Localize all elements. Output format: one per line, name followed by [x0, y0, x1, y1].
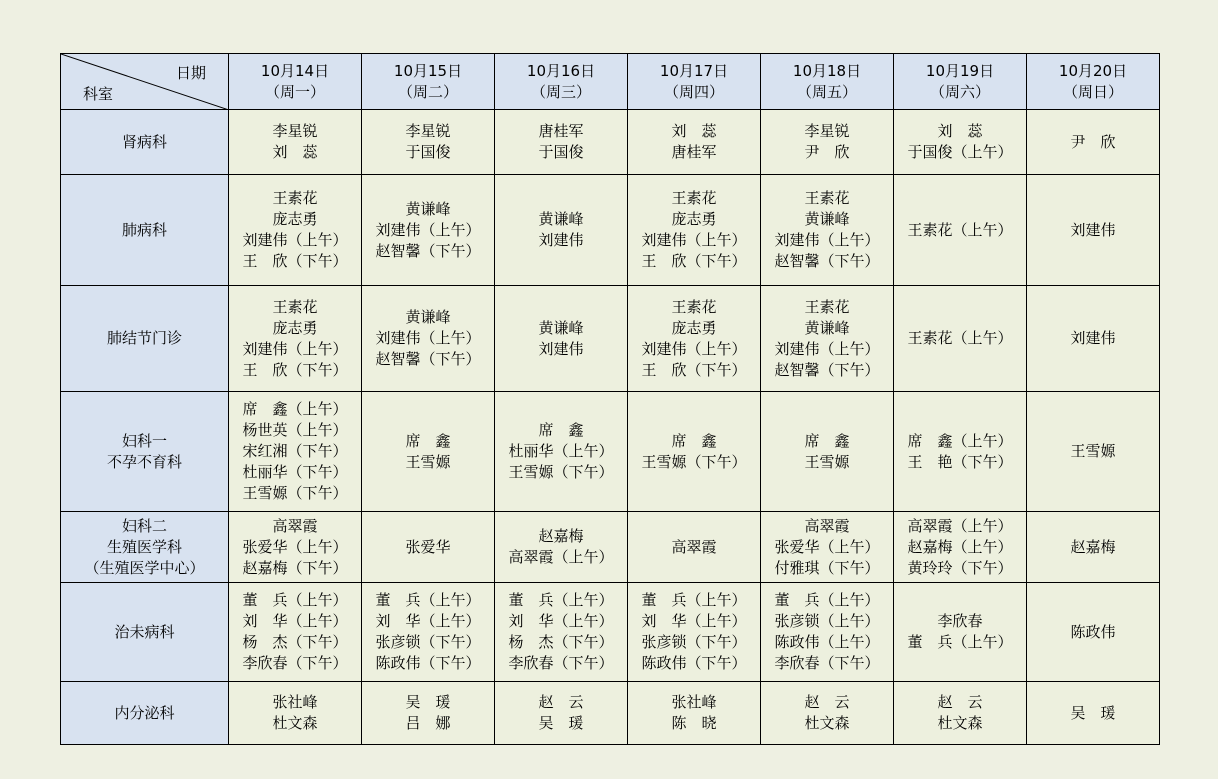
doctor-name: 张彦锁（上午） [774, 612, 880, 630]
dept-name: 肺结节门诊 [106, 329, 182, 347]
doctor-name: 刘建伟（上午） [774, 231, 880, 249]
day-header [628, 54, 761, 110]
doctor-cell [362, 110, 495, 175]
doctor-name: 赵嘉梅（上午） [907, 537, 1013, 556]
doctor-cell [761, 512, 894, 583]
doctor-name: 董 兵（上午） [641, 591, 747, 609]
day-weekday: （周日） [1062, 82, 1123, 101]
schedule-row [61, 286, 1160, 392]
doctor-name: 杨世英（上午） [242, 421, 348, 439]
dept-cell [61, 110, 229, 175]
doctor-name: 王素花 [671, 189, 717, 207]
doctor-cell [362, 175, 495, 286]
day-date: 10月18日 [792, 61, 862, 80]
doctor-name: 高翠霞 [272, 516, 318, 535]
doctor-name: 席 鑫 [804, 431, 850, 450]
day-date: 10月19日 [925, 61, 995, 80]
doctor-name: 黄谦峰 [538, 318, 584, 337]
doctor-name: 李星锐 [405, 122, 451, 140]
dept-name: 不孕不育科 [106, 452, 182, 471]
doctor-name: 吴 瑗 [538, 714, 584, 732]
doctor-cell [495, 682, 628, 745]
doctor-name: 董 兵（上午） [774, 591, 880, 609]
doctor-name: 杜文森 [937, 714, 983, 732]
schedule-row [61, 583, 1160, 682]
doctor-cell [761, 286, 894, 392]
doctor-name: 王 欣（下午） [242, 360, 348, 379]
doctor-name: 李欣春（下午） [774, 654, 880, 672]
day-weekday: （周三） [530, 82, 591, 101]
doctor-name: 李欣春 [937, 612, 983, 630]
doctor-cell [362, 286, 495, 392]
doctor-cell [628, 110, 761, 175]
doctor-name: 王素花（上午） [907, 220, 1013, 239]
doctor-name: 席 鑫 [538, 421, 584, 439]
doctor-name: 李星锐 [804, 122, 850, 140]
doctor-cell [761, 583, 894, 682]
doctor-name: 刘建伟（上午） [375, 329, 481, 347]
doctor-name: 杜文森 [804, 714, 850, 732]
doctor-name: 庞志勇 [671, 318, 717, 337]
doctor-cell [761, 682, 894, 745]
doctor-cell [229, 392, 362, 512]
doctor-name: 董 兵（上午） [375, 591, 481, 609]
doctor-name: 王 艳（下午） [907, 452, 1013, 471]
doctor-name: 王素花 [804, 297, 850, 316]
doctor-name: 于国俊 [405, 143, 451, 161]
doctor-name: 黄谦峰 [405, 308, 451, 326]
doctor-name: 唐桂军 [671, 143, 717, 161]
doctor-name: 王 欣（下午） [641, 252, 747, 270]
doctor-name: 杨 杰（下午） [508, 633, 614, 651]
doctor-name: 于国俊 [538, 143, 584, 161]
schedule-row [61, 175, 1160, 286]
header-row [61, 54, 1160, 110]
doctor-name: 王雪嫄 [1070, 442, 1116, 460]
doctor-name: 黄玲玲（下午） [907, 558, 1013, 577]
doctor-cell [495, 583, 628, 682]
doctor-name: 张社峰 [272, 693, 318, 711]
doctor-cell [628, 512, 761, 583]
doctor-name: 赵智馨（下午） [375, 241, 481, 260]
doctor-name: 高翠霞 [804, 516, 850, 535]
doctor-name: 张爱华（上午） [774, 537, 880, 556]
doctor-cell [495, 110, 628, 175]
dept-name: 妇科二 [121, 516, 167, 535]
day-header [894, 54, 1027, 110]
doctor-name: 刘 华（上午） [641, 612, 747, 630]
doctor-name: 董 兵（上午） [907, 633, 1013, 651]
doctor-cell [229, 682, 362, 745]
doctor-cell [495, 392, 628, 512]
doctor-cell [628, 583, 761, 682]
date-label: 日期 [175, 64, 206, 82]
doctor-name: 刘 华（上午） [242, 612, 348, 630]
day-date: 10月15日 [393, 61, 463, 80]
dept-cell [61, 512, 229, 583]
doctor-name: 高翠霞 [671, 537, 717, 556]
doctor-name: 黄谦峰 [804, 318, 850, 337]
corner-cell [61, 54, 229, 110]
dept-cell [61, 392, 229, 512]
doctor-name: 刘 蕊 [671, 122, 717, 140]
doctor-name: 吴 瑗 [1070, 703, 1116, 722]
doctor-name: 庞志勇 [272, 318, 318, 337]
doctor-name: 付雅琪（下午） [774, 558, 880, 577]
doctor-name: 李欣春（下午） [242, 654, 348, 672]
doctor-cell [894, 286, 1027, 392]
doctor-name: 刘 蕊 [272, 143, 318, 161]
schedule-row [61, 392, 1160, 512]
doctor-name: 赵 云 [804, 693, 850, 711]
doctor-name: 刘建伟 [1070, 220, 1116, 239]
doctor-cell [894, 175, 1027, 286]
doctor-name: 黄谦峰 [405, 199, 451, 218]
day-header [362, 54, 495, 110]
dept-cell [61, 286, 229, 392]
doctor-name: 刘建伟（上午） [375, 220, 481, 239]
doctor-cell [1027, 392, 1160, 512]
doctor-cell [229, 512, 362, 583]
doctor-name: 张彦锁（下午） [375, 633, 481, 651]
doctor-name: 董 兵（上午） [508, 591, 614, 609]
doctor-name: 王素花 [272, 297, 318, 316]
doctor-name: 刘建伟 [538, 339, 584, 358]
doctor-name: 高翠霞（上午） [907, 516, 1013, 535]
dept-cell [61, 175, 229, 286]
doctor-name: 王雪嫄 [405, 452, 451, 471]
doctor-name: 杜丽华（上午） [508, 442, 614, 460]
doctor-cell [761, 175, 894, 286]
doctor-name: 唐桂军 [538, 122, 584, 140]
doctor-name: 李欣春（下午） [508, 654, 614, 672]
doctor-name: 刘建伟（上午） [641, 231, 747, 249]
doctor-name: 陈政伟（下午） [375, 654, 481, 672]
doctor-name: 高翠霞（上午） [508, 548, 614, 566]
day-weekday: （周二） [397, 82, 458, 101]
doctor-cell [495, 512, 628, 583]
schedule-row [61, 110, 1160, 175]
doctor-name: 黄谦峰 [538, 210, 584, 228]
doctor-name: 黄谦峰 [804, 210, 850, 228]
day-weekday: （周四） [663, 82, 724, 101]
day-weekday: （周五） [796, 82, 857, 101]
doctor-name: 陈政伟（下午） [641, 654, 747, 672]
doctor-cell [894, 682, 1027, 745]
doctor-cell [628, 392, 761, 512]
doctor-name: 赵智馨（下午） [375, 350, 481, 368]
doctor-cell [229, 286, 362, 392]
dept-name: 肾病科 [121, 132, 167, 151]
doctor-name: 刘建伟 [538, 231, 584, 249]
doctor-name: 王素花（上午） [907, 329, 1013, 347]
doctor-name: 赵 云 [937, 693, 983, 711]
day-header [495, 54, 628, 110]
doctor-name: 庞志勇 [272, 210, 318, 228]
doctor-name: 尹 欣 [804, 143, 850, 161]
dept-name: 妇科一 [121, 431, 167, 450]
dept-label: 科室 [83, 85, 114, 103]
day-date: 10月16日 [526, 61, 596, 80]
doctor-name: 张爱华 [405, 537, 451, 556]
doctor-cell [362, 512, 495, 583]
doctor-cell [894, 583, 1027, 682]
day-date: 10月14日 [260, 61, 330, 80]
dept-name: 生殖医学科 [106, 537, 182, 556]
day-weekday: （周一） [264, 82, 325, 101]
doctor-cell [1027, 286, 1160, 392]
doctor-cell [1027, 175, 1160, 286]
dept-name: 内分泌科 [114, 703, 175, 722]
doctor-name: 王素花 [804, 189, 850, 207]
doctor-cell [894, 512, 1027, 583]
doctor-cell [628, 286, 761, 392]
day-weekday: （周六） [929, 82, 990, 101]
doctor-name: 赵 云 [538, 693, 584, 711]
doctor-cell [1027, 512, 1160, 583]
doctor-name: 刘建伟（上午） [641, 339, 747, 358]
doctor-name: 席 鑫 [671, 431, 717, 450]
doctor-name: 于国俊（上午） [907, 143, 1013, 161]
doctor-cell [628, 175, 761, 286]
doctor-cell [894, 110, 1027, 175]
doctor-cell [1027, 110, 1160, 175]
dept-cell [61, 583, 229, 682]
doctor-name: 陈政伟（上午） [774, 633, 880, 651]
doctor-cell [761, 392, 894, 512]
schedule-row [61, 512, 1160, 583]
doctor-name: 赵嘉梅 [1070, 537, 1116, 556]
day-date: 10月17日 [659, 61, 729, 80]
doctor-name: 尹 欣 [1070, 132, 1116, 151]
doctor-name: 刘建伟（上午） [774, 339, 880, 358]
doctor-name: 赵嘉梅（下午） [242, 558, 348, 577]
doctor-cell [229, 583, 362, 682]
doctor-name: 陈 晓 [671, 714, 717, 732]
doctor-name: 席 鑫（上午） [907, 431, 1013, 450]
doctor-name: 刘 华（上午） [375, 612, 481, 630]
doctor-name: 席 鑫（上午） [242, 400, 348, 418]
doctor-name: 杨 杰（下午） [242, 633, 348, 651]
dept-cell [61, 682, 229, 745]
doctor-name: 王 欣（下午） [641, 360, 747, 379]
doctor-cell [761, 110, 894, 175]
doctor-name: 刘建伟 [1070, 329, 1116, 347]
doctor-name: 赵智馨（下午） [774, 252, 880, 270]
doctor-cell [894, 392, 1027, 512]
doctor-name: 王 欣（下午） [242, 252, 348, 270]
doctor-cell [1027, 682, 1160, 745]
doctor-cell [495, 175, 628, 286]
day-header [229, 54, 362, 110]
doctor-cell [229, 175, 362, 286]
doctor-name: 王素花 [671, 297, 717, 316]
doctor-name: 李星锐 [272, 122, 318, 140]
doctor-cell [229, 110, 362, 175]
doctor-name: 王雪嫄（下午） [508, 463, 614, 481]
doctor-name: 王雪嫄（下午） [641, 452, 747, 471]
doctor-name: 王雪嫄 [804, 452, 850, 471]
doctor-cell [362, 583, 495, 682]
doctor-name: 赵智馨（下午） [774, 360, 880, 379]
dept-name: 治未病科 [114, 622, 175, 641]
day-date: 10月20日 [1058, 61, 1128, 80]
day-header [1027, 54, 1160, 110]
doctor-name: 庞志勇 [671, 210, 717, 228]
dept-name: （生殖医学中心） [84, 558, 205, 577]
doctor-name: 张彦锁（下午） [641, 633, 747, 651]
doctor-name: 刘建伟（上午） [242, 339, 348, 358]
doctor-name: 刘建伟（上午） [242, 231, 348, 249]
doctor-cell [628, 682, 761, 745]
doctor-cell [495, 286, 628, 392]
doctor-name: 王雪嫄（下午） [242, 484, 348, 502]
doctor-name: 席 鑫 [405, 431, 451, 450]
doctor-name: 宋红湘（下午） [242, 442, 348, 460]
doctor-name: 刘 蕊 [937, 122, 983, 140]
doctor-cell [1027, 583, 1160, 682]
schedule-row [61, 682, 1160, 745]
doctor-name: 王素花 [272, 189, 318, 207]
doctor-name: 杜文森 [272, 714, 318, 732]
dept-name: 肺病科 [121, 220, 167, 239]
doctor-name: 张社峰 [671, 693, 717, 711]
doctor-name: 吕 娜 [405, 714, 451, 732]
doctor-cell [362, 682, 495, 745]
doctor-name: 杜丽华（下午） [242, 463, 348, 481]
doctor-name: 刘 华（上午） [508, 612, 614, 630]
doctor-name: 陈政伟 [1070, 622, 1116, 641]
doctor-name: 董 兵（上午） [242, 591, 348, 609]
doctor-name: 张爱华（上午） [242, 537, 348, 556]
doctor-name: 赵嘉梅 [538, 527, 584, 545]
day-header [761, 54, 894, 110]
doctor-name: 吴 瑗 [405, 693, 451, 711]
schedule-table [60, 53, 1160, 745]
doctor-cell [362, 392, 495, 512]
